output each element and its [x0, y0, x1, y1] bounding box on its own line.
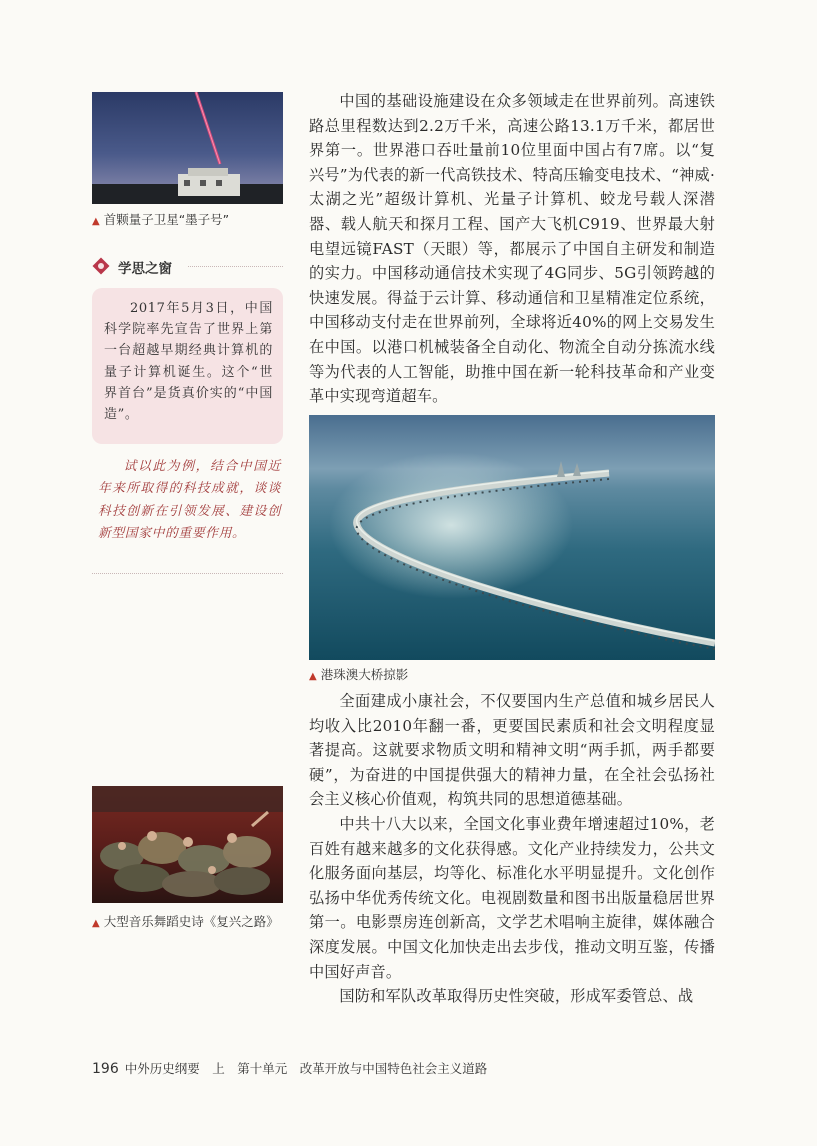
bridge-photo — [309, 415, 715, 660]
page-footer — [92, 1059, 712, 1077]
satellite-photo — [92, 92, 283, 204]
window-question: 试以此为例，结合中国近年来所取得的科技成就，谈谈科技创新在引领发展、建设创新型国家中的重要作用。 — [98, 459, 281, 542]
dance-caption: ▲ 大型音乐舞蹈史诗《复兴之路》 — [92, 914, 279, 929]
window-title-row — [92, 256, 283, 276]
bridge-caption: ▲ 港珠澳大桥掠影 — [309, 667, 409, 682]
window-content-box — [92, 288, 283, 444]
window-title-divider — [188, 266, 283, 267]
main-paragraph-4: 国防和军队改革取得历史性突破，形成军委管总、战 — [339, 987, 694, 1006]
window-diamond-icon — [92, 257, 110, 275]
triangle-marker-icon: ▲ — [92, 918, 100, 929]
window-bottom-divider — [92, 573, 283, 574]
main-paragraphs-lower — [309, 689, 715, 1009]
main-paragraph-2: 全面建成小康社会，不仅要国内生产总值和城乡居民人均收入比2010年翻一番，更要国民素质和社会文明程度显著提高。这就要求物质文明和精神文明“两手抓，两手都要硬”，为奋进的中国提供强大的精神力量，在全社会弘扬社会主义核心价值观，构筑共同的思想道德基础。 — [309, 692, 715, 809]
dance-photo — [92, 786, 283, 903]
satellite-caption: ▲ 首颗量子卫星“墨子号” — [92, 212, 230, 227]
triangle-marker-icon: ▲ — [92, 216, 100, 227]
triangle-marker-icon: ▲ — [309, 671, 317, 682]
window-text: 2017年5月3日，中国科学院率先宣告了世界上第一台超越早期经典计算机的量子计算机诞生。这个“世界首台”是货真价实的“中国造”。 — [104, 301, 273, 423]
window-title: 学思之窗 — [118, 261, 172, 277]
book-title: 中外历史纲要 上 第十单元 改革开放与中国特色社会主义道路 — [124, 1061, 488, 1076]
page-number: 196 — [92, 1061, 119, 1077]
main-paragraph-1: 中国的基础设施建设在众多领域走在世界前列。高速铁路总里程数达到2.2万千米，高速公路13.1万千米，都居世界第一。世界港口吞吐量前10位里面中国占有7席。以“复兴号”为代表的新一代高铁技术、特高压输变电技术、“神威·太湖之光”超级计算机、光量子计算机、蛟龙号载人深潜器、载人航天和探月工程、国产大飞机C919、世界最大射电望远镜FAST（天眼）等，都展示了中国自主研发和制造的实力。中国移动通信技术实现了4G同步、5G引领跨越的快速发展。得益于云计算、移动通信和卫星精准定位系统，中国移动支付走在世界前列，全球将近40%的网上交易发生在中国。以港口机械装备全自动化、物流全自动分拣流水线等为代表的人工智能，助推中国在新一轮科技革命和产业变革中实现弯道超车。 — [309, 92, 715, 406]
main-paragraph-3: 中共十八大以来，全国文化事业费年增速超过10%，老百姓有越来越多的文化获得感。文化产业持续发力，公共文化服务面向基层，均等化、标准化水平明显提升。文化创作弘扬中华优秀传统文化。电视剧数量和图书出版量稳居世界第一。电影票房连创新高，文学艺术唱响主旋律，媒体融合深度发展。中国文化加快走出去步伐，推动文明互鉴，传播中国好声音。 — [309, 814, 715, 981]
